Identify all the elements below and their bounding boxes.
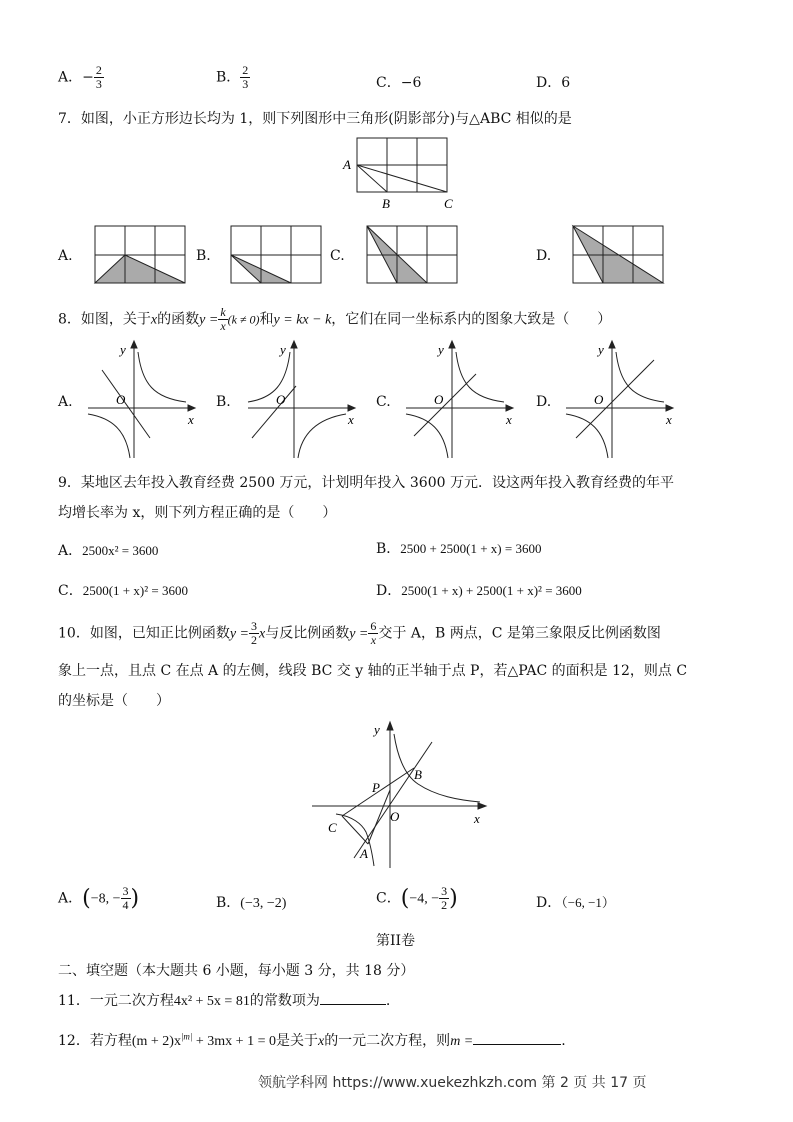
q8-axis-y: y <box>598 342 604 357</box>
q10-label-p: P <box>372 780 380 795</box>
q7-option-c-figure <box>366 225 458 285</box>
q8-option-b-label: B. <box>216 394 231 410</box>
q9-option-d: D．2500(1 + x) + 2500(1 + x)² = 3600 <box>376 583 582 599</box>
page-footer: 领航学科网 https://www.xuekezhkzh.com 第 2 页 共 17 页 <box>258 1075 647 1091</box>
q6-option-c: C．−6 <box>376 75 422 91</box>
q7-option-d-label: D. <box>536 248 552 264</box>
q8-option-d-graph <box>562 340 672 436</box>
q12: 12．若方程$(m + 2)x^{|m|} + 3mx + 1 = 0$是关于x的一元二次方程，则m = . <box>58 1031 566 1049</box>
q10-line1: 10．如图，已知正比例函数y = $\frac{3}{2}$ x与反比例函数y = $\frac{6}{x}$ 交于 A，B 两点，C 是第三象限反比例函数图 <box>58 619 661 647</box>
q10-option-d: D．（−6, −1） <box>536 895 615 911</box>
q7-option-d-figure <box>572 225 664 285</box>
q7-stem: 7．如图，小正方形边长均为 1，则下列图形中三角形(阴影部分)与△ABC 相似的是 <box>58 111 572 127</box>
q7-label-c: C <box>444 196 453 211</box>
q10-label-a: A <box>360 846 368 861</box>
q8-option-a-label: A. <box>58 394 73 410</box>
volume-title: 第II卷 <box>376 933 416 949</box>
q8-origin: O <box>276 392 286 407</box>
q8-option-d-label: D. <box>536 394 552 410</box>
q8-option-b-graph <box>244 340 354 436</box>
q8-axis-y: y <box>120 342 126 357</box>
q7-option-b-label: B. <box>196 248 211 264</box>
q6-option-b: B． $\frac{2}{3}$ <box>216 63 249 91</box>
q7-reference-figure <box>340 136 460 216</box>
q8-axis-x: x <box>188 412 194 427</box>
q7-label-b: B <box>382 196 390 211</box>
q6-option-d: D．6 <box>536 75 571 91</box>
q8-axis-x: x <box>506 412 512 427</box>
section-heading: 二、填空题（本大题共 6 小题，每小题 3 分，共 18 分） <box>58 963 415 979</box>
q10-option-c: C．(−4, − $\frac{3}{2}$ ) <box>376 884 458 912</box>
q10-label-c: C <box>328 820 337 835</box>
q11: 11．一元二次方程4x² + 5x = 81的常数项为 . <box>58 993 391 1009</box>
q8-origin: O <box>594 392 604 407</box>
q10-option-a: A．(−8, − $\frac{3}{4}$ ) <box>58 884 140 912</box>
q10-line3: 的坐标是（ ） <box>58 693 170 709</box>
q9-option-c: C．2500(1 + x)² = 3600 <box>58 583 188 599</box>
q8-axis-y: y <box>438 342 444 357</box>
q10-figure <box>308 720 488 870</box>
q8-origin: O <box>434 392 444 407</box>
q10-axis-x: x <box>474 811 480 826</box>
q10-line2: 象上一点，且点 C 在点 A 的左侧，线段 BC 交 y 轴的正半轴于点 P，若△PAC 的面积是 12，则点 C <box>58 663 688 679</box>
q9-option-a: A．2500x² = 3600 <box>58 543 159 559</box>
q10-axis-y: y <box>374 722 380 737</box>
q11-answer-blank[interactable] <box>320 1004 386 1005</box>
q8-stem: 8．如图，关于x的函数y = $\frac{k}{x}$ (k ≠ 0)和y = kx − k，它们在同一坐标系内的图象大致是（ ） <box>58 305 612 333</box>
q6-option-a: A．− $\frac{2}{3}$ <box>58 63 102 91</box>
q7-option-a-figure <box>94 225 186 285</box>
q10-label-b: B <box>414 767 422 782</box>
q7-label-a: A <box>343 157 351 172</box>
q8-axis-x: x <box>348 412 354 427</box>
q8-option-c-label: C. <box>376 394 391 410</box>
q7-option-a-label: A. <box>58 248 73 264</box>
q7-option-c-label: C. <box>330 248 345 264</box>
q8-axis-x: x <box>666 412 672 427</box>
q8-option-a-graph <box>84 340 194 436</box>
q9-line1: 9．某地区去年投入教育经费 2500 万元，计划明年投入 3600 万元．设这两年投入教育经费的年平 <box>58 475 674 491</box>
q10-origin: O <box>390 809 400 824</box>
q8-option-c-graph <box>402 340 512 436</box>
q7-option-b-figure <box>230 225 322 285</box>
q10-option-b: B．(−3, −2) <box>216 895 287 911</box>
q9-line2: 均增长率为 x，则下列方程正确的是（ ） <box>58 505 337 521</box>
q12-answer-blank[interactable] <box>473 1044 561 1045</box>
q9-option-b: B．2500 + 2500(1 + x) = 3600 <box>376 541 542 557</box>
q8-axis-y: y <box>280 342 286 357</box>
q8-origin: O <box>116 392 126 407</box>
